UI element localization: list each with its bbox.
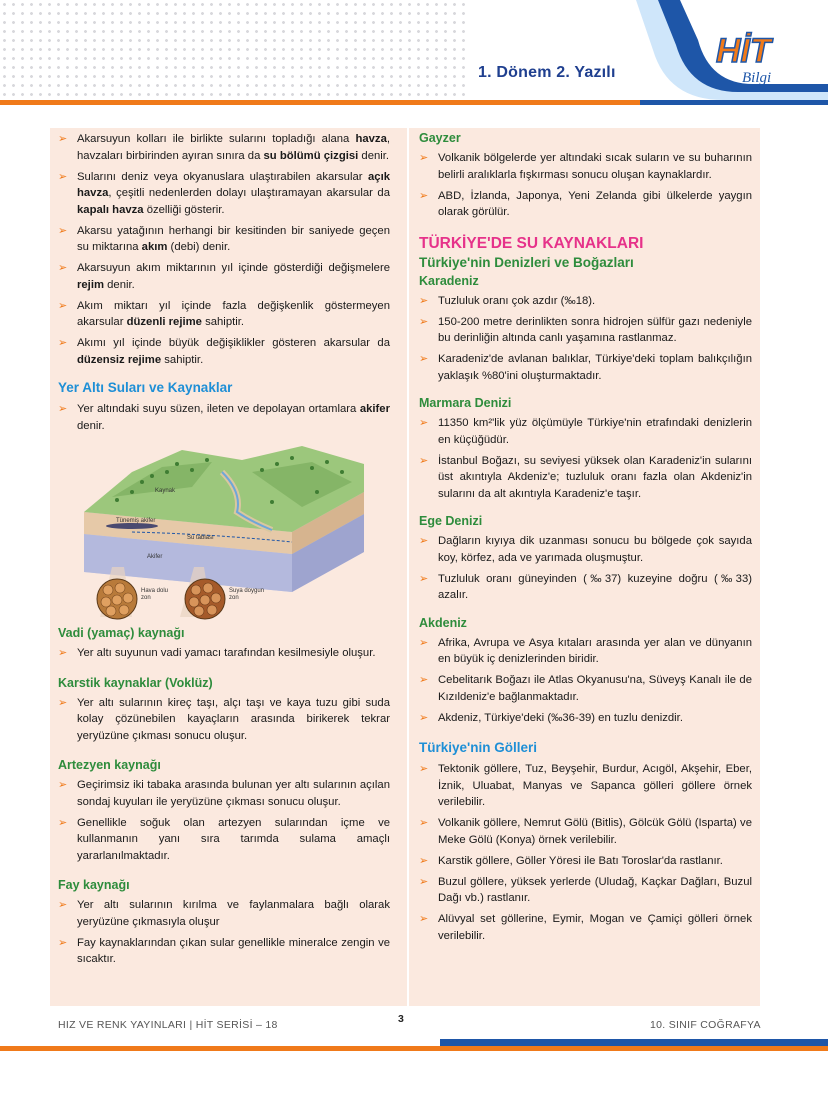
arrow-bullet-icon: ➢ [419, 875, 429, 888]
label-air-zone: Hava dolu zon [141, 588, 169, 601]
label-saturated-zone: Suya doygun zon [229, 588, 265, 601]
list-item: ➢ 150-200 metre derinlikten sonra hidrojen sülfür gazı nedeniyle bu derinliğin altında canlı yaşamına rastlanmaz. [419, 315, 752, 344]
list-item: ➢ Geçirimsiz iki tabaka arasında bulunan yer altı sularının açılan sondaj kuyuları ile yeryüzüne çıkması sonucu oluşur. [58, 779, 390, 808]
list-item: ➢ Akım miktarı yıl içinde fazla değişkenlik göstermeyen akarsular düzenli rejime sahiptir. [58, 299, 390, 328]
list-item: ➢ Volkanik bölgelerde yer altındaki sıcak suların ve su buharının belirli aralıklarla fışkırması sonucu oluşan kaynaklardır. [419, 152, 752, 181]
arrow-bullet-icon: ➢ [58, 224, 68, 237]
gayzer-list [419, 150, 752, 221]
list-item: ➢ 11350 km²'lik yüz ölçümüyle Türkiye'nin etrafındaki denizlerin en küçüğüdür. [419, 417, 752, 446]
arrow-bullet-icon: ➢ [419, 417, 429, 429]
list-item: ➢ Akdeniz, Türkiye'deki (‰36-39) en tuzlu denizdir. [419, 710, 752, 727]
left-column [58, 131, 390, 972]
main-section-title: TÜRKİYE'DE SU KAYNAKLARI [419, 234, 644, 252]
arrow-bullet-icon: ➢ [58, 170, 68, 183]
list-item: ➢ Sularını deniz veya okyanuslara ulaştırabilen akarsular açık havza, çeşitli nedenlerden dolayı ulaştıramayan akarsular da kapalı havza özelliği gösterir. [58, 170, 390, 216]
section-heading: Artezyen kaynağı [58, 758, 161, 772]
arrow-bullet-icon: ➢ [419, 189, 429, 202]
lakes-heading: Türkiye'nin Gölleri [419, 740, 537, 755]
section-list [58, 897, 390, 968]
label-spring: Kaynak [155, 488, 176, 494]
list-item: ➢ Cebelitarık Boğazı ile Atlas Okyanusu'na, Süveyş Kanalı ile de Kızıldeniz'e bağlanmaktadır. [419, 674, 752, 703]
list-item: ➢ Volkanik göllere, Nemrut Gölü (Bitlis), Gölcük Gölü (Isparta) ve Meke Gölü (Konya) örnek verilebilir. [419, 817, 752, 846]
arrow-bullet-icon: ➢ [58, 647, 68, 659]
arrow-bullet-icon: ➢ [419, 152, 429, 164]
section-list [58, 777, 390, 864]
arrow-bullet-icon: ➢ [58, 696, 68, 709]
intro-list [58, 131, 390, 368]
list-item: ➢ İstanbul Boğazı, su seviyesi yüksek olan Karadeniz'in sularını üst akıntıyla Akdeniz'e; tuzluluk oranı fazla olan Akdeniz'in sularını da alt akıntıyla Karadeniz'e taşır. [419, 454, 752, 500]
list-item: ➢ Akarsuyun kolları ile birlikte sularını topladığı alana havza, havzaları birbirinden ayıran sınıra da su bölümü çizgisi denir. [58, 133, 390, 162]
footer-publisher: HIZ VE RENK YAYINLARI | HİT SERİSİ – 18 [58, 1019, 278, 1031]
footer-course: 10. SINIF COĞRAFYA [650, 1019, 761, 1031]
list-item: ➢ Dağların kıyıya dik uzanması sonucu bu bölgede çok sayıda koy, körfez, ada ve yarımada oluşmuştur. [419, 535, 752, 564]
sea-list [419, 415, 752, 502]
sea-list [419, 635, 752, 727]
list-item: ➢ Fay kaynaklarından çıkan sular genellikle mineralce zengin ve sıcaktır. [58, 936, 390, 965]
arrow-bullet-icon: ➢ [58, 936, 68, 949]
footer-stripe-orange [0, 1046, 828, 1051]
arrow-bullet-icon: ➢ [58, 299, 68, 312]
groundwater-heading: Yer Altı Suları ve Kaynaklar [58, 380, 233, 395]
sea-list [419, 293, 752, 385]
saturated-zone-magnifier [184, 578, 226, 620]
arrow-bullet-icon: ➢ [419, 535, 429, 547]
arrow-bullet-icon: ➢ [419, 763, 429, 775]
label-water-table: Su tablası [187, 535, 214, 541]
arrow-bullet-icon: ➢ [419, 913, 429, 925]
arrow-bullet-icon: ➢ [58, 262, 68, 274]
arrow-bullet-icon: ➢ [419, 711, 429, 724]
sea-heading: Akdeniz [419, 615, 467, 630]
arrow-bullet-icon: ➢ [58, 899, 68, 911]
subsection-title: Türkiye'nin Denizleri ve Boğazları [419, 254, 634, 270]
arrow-bullet-icon: ➢ [419, 572, 429, 585]
section-list [58, 695, 390, 745]
list-item: ➢ ABD, İzlanda, Japonya, Yeni Zelanda gibi ülkelerde yaygın olarak görülür. [419, 189, 752, 218]
groundwater-list [58, 401, 390, 434]
sea-heading: Marmara Denizi [419, 396, 512, 410]
arrow-bullet-icon: ➢ [419, 854, 429, 867]
air-zone-magnifier [96, 578, 138, 620]
aquifer-diagram [72, 442, 372, 622]
logo-subtext: Bilgi [742, 70, 772, 86]
list-item: ➢ Akarsuyun akım miktarının yıl içinde gösterdiği değişmelere rejim denir. [58, 262, 390, 291]
list-item: ➢ Tektonik göllere, Tuz, Beyşehir, Burdur, Acıgöl, Akşehir, Eber, İznik, Uluabat, Manyas ve Sapanca gölleri göllere örnek verilebilir. [419, 763, 752, 808]
list-item: ➢ Buzul göllere, yüksek yerlerde (Uludağ, Kaçkar Dağları, Buzul Dağı vb.) rastlanır. [419, 875, 752, 904]
list-item: ➢ Alüvyal set göllerine, Eymir, Mogan ve Çamiçi gölleri örnek verilebilir. [419, 913, 752, 942]
label-perched-aquifer: Tünemiş akifer [116, 518, 156, 524]
page-number: 3 [398, 1013, 404, 1025]
arrow-bullet-icon: ➢ [419, 674, 429, 686]
header-stripe-blue [640, 100, 828, 105]
sea-heading: Ege Denizi [419, 514, 483, 528]
arrow-bullet-icon: ➢ [419, 315, 429, 328]
list-item: ➢ Karadeniz'de avlanan balıklar, Türkiye'deki toplam balıkçılığın yaklaşık %80'ini oluşturmaktadır. [419, 353, 752, 382]
lakes-list [419, 761, 752, 944]
list-item: ➢ Karstik göllere, Göller Yöresi ile Batı Toroslar'da rastlanır. [419, 853, 752, 870]
section-heading: Vadi (yamaç) kaynağı [58, 626, 185, 640]
list-item: ➢ Akarsu yatağının herhangi bir kesitinden bir saniyede geçen su miktarına akım (debi) denir. [58, 224, 390, 253]
right-column [419, 131, 752, 949]
header-dot-pattern [0, 0, 470, 100]
list-item: ➢ Tuzluluk oranı güneyinden (‰37) kuzeyine doğru (‰33) azalır. [419, 572, 752, 601]
section-heading: Karstik kaynaklar (Voklüz) [58, 675, 213, 690]
footer-stripe-blue [440, 1039, 828, 1046]
arrow-bullet-icon: ➢ [419, 353, 429, 365]
list-item: ➢ Tuzluluk oranı çok azdır (‰18). [419, 293, 752, 310]
list-item: ➢ Yer altı sularının kireç taşı, alçı taşı ve kaya tuzu gibi suda kolay çözünebilen kayaçların arasında birikerek tekrar yeryüzüne çıkması sonucu oluşur. [58, 696, 390, 742]
hit-logo [712, 22, 804, 90]
arrow-bullet-icon: ➢ [419, 817, 429, 829]
page-title: 1. Dönem 2. Yazılı [478, 64, 616, 81]
section-heading: Fay kaynağı [58, 878, 130, 892]
arrow-bullet-icon: ➢ [58, 779, 68, 791]
arrow-bullet-icon: ➢ [419, 636, 429, 649]
list-item: ➢ Genellikle soğuk olan artezyen sularından içme ve kullanmanın yanı sıra tarımda sulama amaçlı yararlanılmaktadır. [58, 816, 390, 862]
sea-list [419, 533, 752, 604]
list-item: ➢ Yer altı sularının kırılma ve faylanmalara bağlı olarak yeryüzüne çıkmasıyla oluşur [58, 899, 390, 928]
list-item: ➢ Afrika, Avrupa ve Asya kıtaları arasında yer alan ve dünyanın en büyük iç denizlerinden biridir. [419, 636, 752, 665]
label-aquifer: Akifer [147, 554, 163, 560]
logo-text: HİT [716, 32, 771, 70]
arrow-bullet-icon: ➢ [58, 133, 68, 145]
arrow-bullet-icon: ➢ [58, 816, 68, 829]
arrow-bullet-icon: ➢ [419, 294, 429, 307]
sea-heading: Karadeniz [419, 273, 479, 288]
list-item: ➢ Yer altındaki suyu süzen, ileten ve depolayan ortamlara akifer denir. [58, 403, 390, 432]
arrow-bullet-icon: ➢ [419, 454, 429, 467]
arrow-bullet-icon: ➢ [58, 337, 68, 349]
arrow-bullet-icon: ➢ [58, 403, 68, 415]
gayzer-heading: Gayzer [419, 131, 461, 145]
column-divider [407, 128, 409, 1006]
list-item: ➢ Akımı yıl içinde büyük değişiklikler gösteren akarsular da düzensiz rejime sahiptir. [58, 337, 390, 366]
section-list [58, 645, 390, 662]
list-item: ➢ Yer altı suyunun vadi yamacı tarafından kesilmesiyle oluşur. [58, 645, 390, 662]
